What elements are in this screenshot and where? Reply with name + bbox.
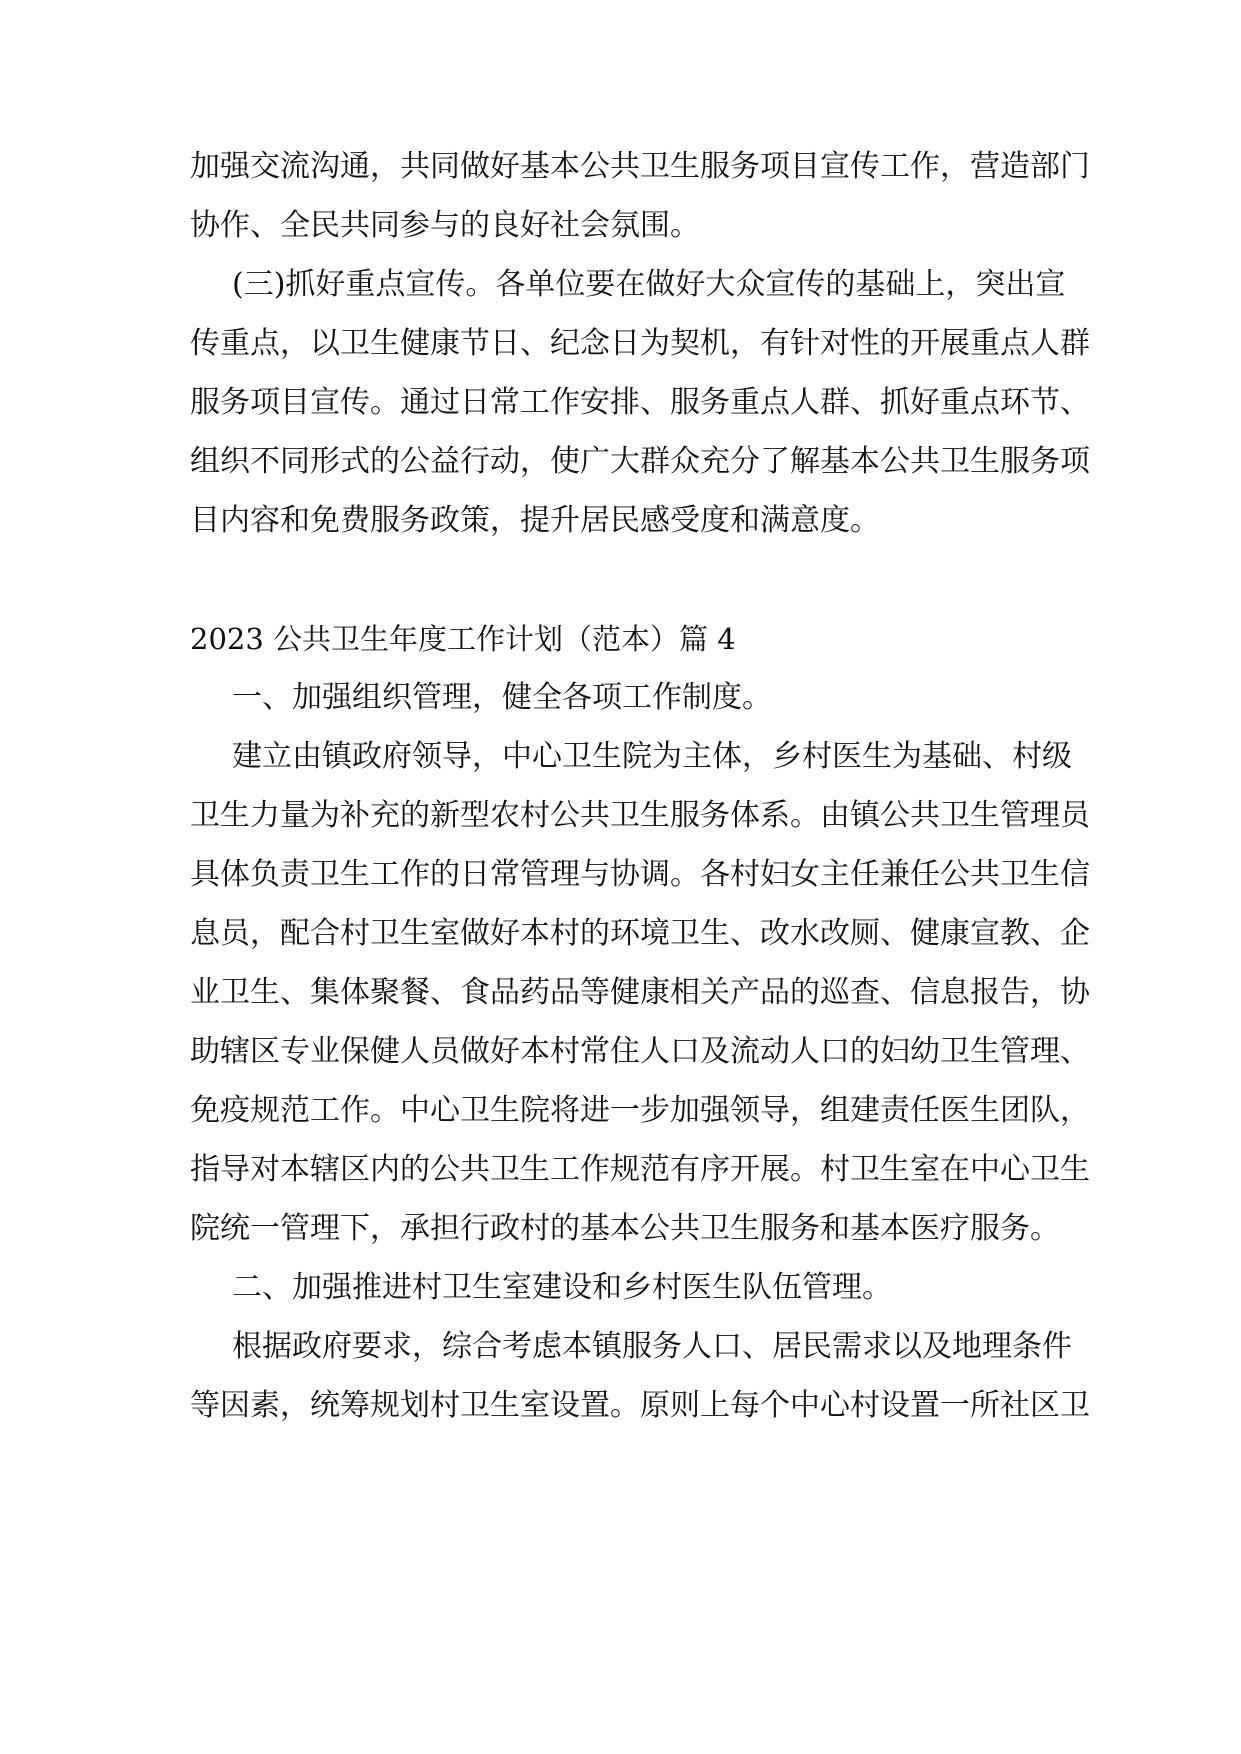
section-heading: 二、加强推进村卫生室建设和乡村医生队伍管理。 bbox=[232, 1270, 892, 1305]
section-heading: 一、加强组织管理，健全各项工作制度。 bbox=[232, 680, 772, 715]
paragraph-line: 服务项目宣传。通过日常工作安排、服务重点人群、抓好重点环节、 bbox=[190, 385, 1090, 420]
paragraph-line: 等因素，统筹规划村卫生室设置。原则上每个中心村设置一所社区卫 bbox=[190, 1388, 1090, 1423]
paragraph-line: 免疫规范工作。中心卫生院将进一步加强领导，组建责任医生团队， bbox=[190, 1093, 1090, 1128]
paragraph-line: 传重点，以卫生健康节日、纪念日为契机，有针对性的开展重点人群 bbox=[190, 326, 1090, 361]
article-title: 2023 公共卫生年度工作计划（范本）篇 4 bbox=[190, 622, 736, 656]
paragraph-line: 协作、全民共同参与的良好社会氛围。 bbox=[190, 208, 700, 243]
paragraph-line: 加强交流沟通，共同做好基本公共卫生服务项目宣传工作，营造部门 bbox=[190, 149, 1090, 184]
paragraph-line: 助辖区专业保健人员做好本村常住人口及流动人口的妇幼卫生管理、 bbox=[190, 1034, 1090, 1069]
paragraph-line: 组织不同形式的公益行动，使广大群众充分了解基本公共卫生服务项 bbox=[190, 444, 1090, 479]
paragraph-line: 建立由镇政府领导，中心卫生院为主体，乡村医生为基础、村级 bbox=[232, 739, 1072, 774]
paragraph-line: 业卫生、集体聚餐、食品药品等健康相关产品的巡查、信息报告，协 bbox=[190, 975, 1090, 1010]
paragraph-line: (三)抓好重点宣传。各单位要在做好大众宣传的基础上，突出宣 bbox=[232, 267, 1066, 302]
paragraph-line: 息员，配合村卫生室做好本村的环境卫生、改水改厕、健康宣教、企 bbox=[190, 916, 1090, 951]
paragraph-line: 具体负责卫生工作的日常管理与协调。各村妇女主任兼任公共卫生信 bbox=[190, 857, 1090, 892]
paragraph-line: 院统一管理下，承担行政村的基本公共卫生服务和基本医疗服务。 bbox=[190, 1211, 1060, 1246]
paragraph-line: 根据政府要求，综合考虑本镇服务人口、居民需求以及地理条件 bbox=[232, 1329, 1072, 1364]
paragraph-line: 目内容和免费服务政策，提升居民感受度和满意度。 bbox=[190, 503, 880, 538]
paragraph-line: 指导对本辖区内的公共卫生工作规范有序开展。村卫生室在中心卫生 bbox=[190, 1152, 1090, 1187]
paragraph-line: 卫生力量为补充的新型农村公共卫生服务体系。由镇公共卫生管理员 bbox=[190, 798, 1090, 833]
